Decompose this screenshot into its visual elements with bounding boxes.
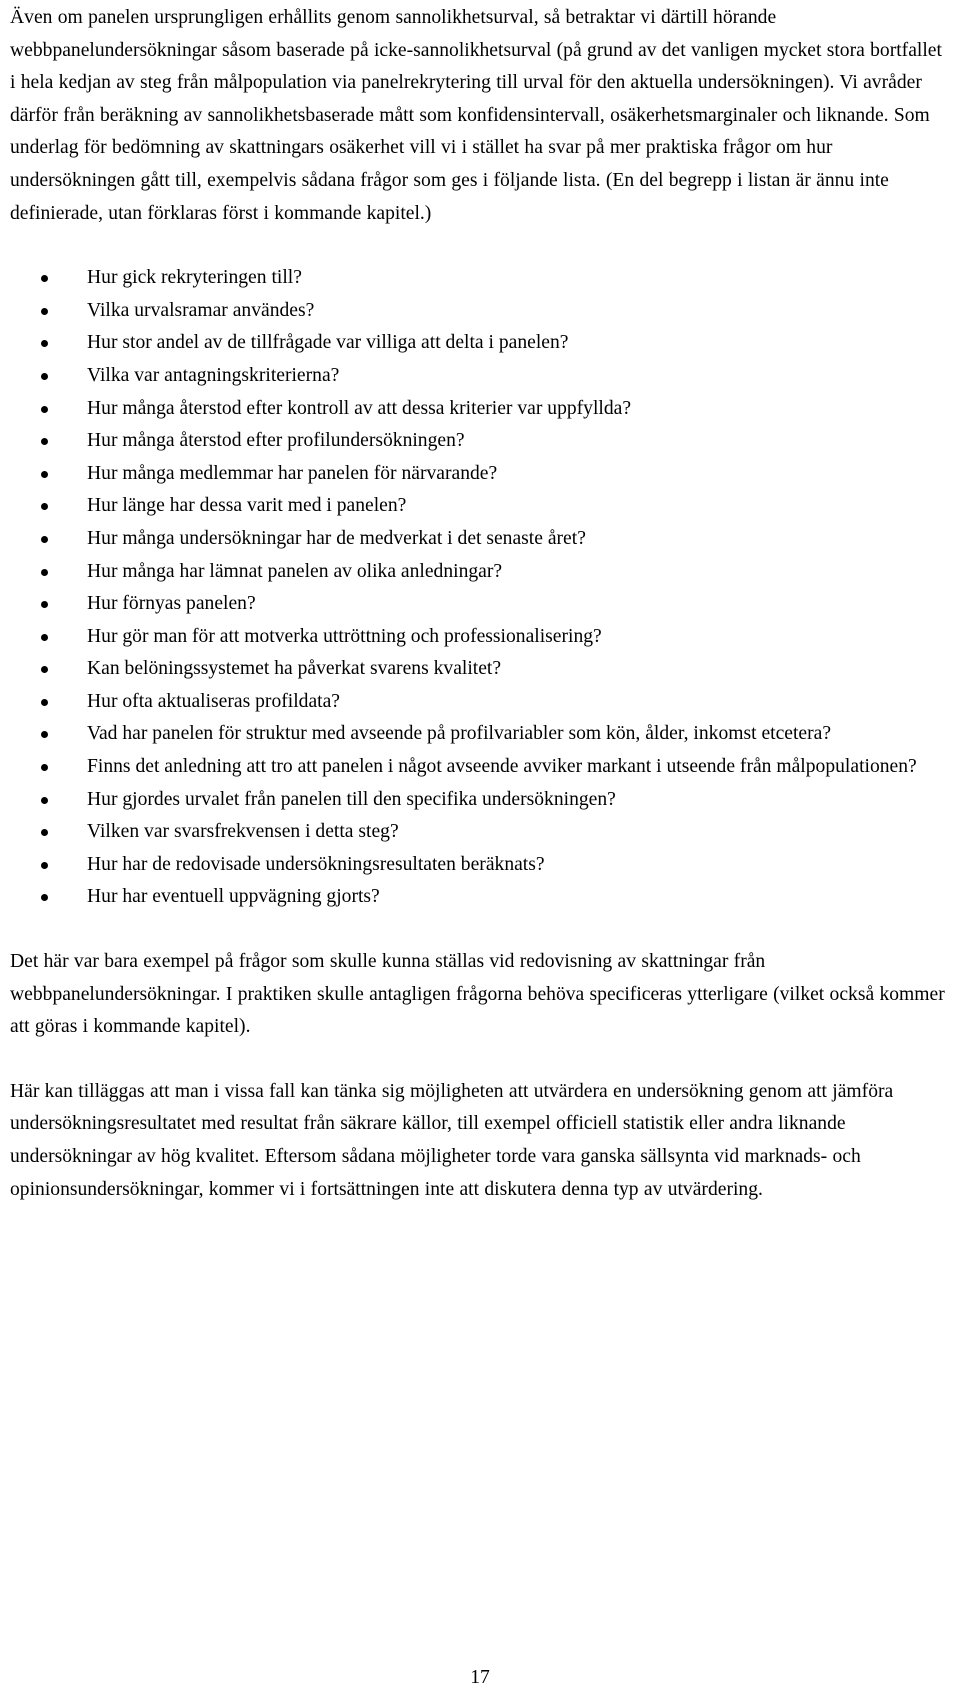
list-item — [10, 588, 950, 621]
bullet-icon — [41, 536, 48, 543]
list-item — [10, 393, 950, 426]
list-item — [10, 653, 950, 686]
list-item — [10, 425, 950, 458]
bullet-icon — [41, 406, 48, 413]
bullet-icon — [41, 373, 48, 380]
question-text: Finns det anledning att tro att panelen i något avseende avviker markant i utseende från målpopulationen? — [87, 756, 917, 778]
list-item — [10, 262, 950, 295]
question-text: Hur många medlemmar har panelen för närvarande? — [87, 462, 498, 484]
bullet-icon — [41, 731, 48, 738]
bullet-icon — [41, 569, 48, 576]
question-text: Hur många återstod efter kontroll av att dessa kriterier var uppfyllda? — [87, 397, 632, 419]
bullet-icon — [41, 308, 48, 315]
bullet-icon — [41, 764, 48, 771]
question-text: Hur gick rekryteringen till? — [87, 267, 302, 289]
list-item — [10, 751, 950, 784]
question-list — [10, 262, 950, 914]
question-text: Hur stor andel av de tillfrågade var villiga att delta i panelen? — [87, 332, 569, 354]
bullet-icon — [41, 601, 48, 608]
list-item — [10, 784, 950, 817]
question-text: Hur gör man för att motverka uttröttning och professionalisering? — [87, 625, 602, 647]
bullet-icon — [41, 471, 48, 478]
question-text: Vad har panelen för struktur med avseende på profilvariabler som kön, ålder, inkomst etcetera? — [87, 723, 832, 745]
examples-paragraph: Det här var bara exempel på frågor som skulle kunna ställas vid redovisning av skattningar från webbpanelundersökningar. I praktiken skulle antagligen frågorna behöva specificeras ytterligare (vilket också kommer att göras i kommande kapitel). — [10, 951, 945, 1038]
question-text: Hur ofta aktualiseras profildata? — [87, 690, 340, 712]
bullet-icon — [41, 797, 48, 804]
bullet-icon — [41, 699, 48, 706]
bullet-icon — [41, 340, 48, 347]
list-item — [10, 621, 950, 654]
list-item — [10, 556, 950, 589]
question-text: Hur har eventuell uppvägning gjorts? — [87, 886, 380, 908]
list-item — [10, 327, 950, 360]
list-item — [10, 849, 950, 882]
list-item — [10, 718, 950, 751]
question-text: Hur länge har dessa varit med i panelen? — [87, 495, 407, 517]
question-text: Hur många undersökningar har de medverkat i det senaste året? — [87, 527, 586, 549]
bullet-icon — [41, 503, 48, 510]
list-item — [10, 295, 950, 328]
question-text: Vilka var antagningskriterierna? — [87, 364, 340, 386]
bullet-icon — [41, 862, 48, 869]
list-item — [10, 490, 950, 523]
list-item — [10, 816, 950, 849]
intro-paragraph: Även om panelen ursprungligen erhållits genom sannolikhetsurval, så betraktar vi därtill hörande webbpanelundersökningar såsom baserade på icke-sannolikhetsurval (på grund av det vanligen mycket stora bortfallet i hela kedjan av steg från målpopulation via panelrekrytering till urval för den aktuella undersökningen). Vi avråder därför från beräkning av sannolikhetsbaserade mått som konfidensintervall, osäkerhetsmarginaler och liknande. Som underlag för bedömning av skattningars osäkerhet vill vi i stället ha svar på mer praktiska frågor om hur undersökningen gått till, exempelvis sådana frågor som ges i följande lista. (En del begrepp i listan är ännu inte definierade, utan förklaras först i kommande kapitel.) — [10, 7, 942, 224]
bullet-icon — [41, 666, 48, 673]
evaluation-paragraph: Här kan tilläggas att man i vissa fall kan tänka sig möjligheten att utvärdera en undersökning genom att jämföra undersökningsresultatet med resultat från säkrare källor, till exempel officiell statistik eller andra liknande undersökningar av hög kvalitet. Eftersom sådana möjligheter torde vara ganska sällsynta vid marknads- och opinionsundersökningar, kommer vi i fortsättningen inte att diskutera denna typ av utvärdering. — [10, 1080, 894, 1200]
list-item — [10, 881, 950, 914]
question-text: Hur förnyas panelen? — [87, 593, 256, 615]
bullet-icon — [41, 438, 48, 445]
question-text: Hur gjordes urvalet från panelen till den specifika undersökningen? — [87, 788, 616, 810]
page-number: 17 — [470, 1667, 490, 1688]
question-text: Hur många återstod efter profilundersökningen? — [87, 430, 465, 452]
list-item — [10, 458, 950, 491]
bullet-icon — [41, 894, 48, 901]
bullet-icon — [41, 275, 48, 282]
bullet-icon — [41, 634, 48, 641]
list-item — [10, 523, 950, 556]
question-text: Hur har de redovisade undersökningsresultaten beräknats? — [87, 853, 545, 875]
question-text: Vilka urvalsramar användes? — [87, 299, 315, 321]
document-page — [10, 0, 950, 1206]
bullet-icon — [41, 829, 48, 836]
list-item — [10, 686, 950, 719]
question-text: Kan belöningssystemet ha påverkat svarens kvalitet? — [87, 658, 502, 680]
question-text: Vilken var svarsfrekvensen i detta steg? — [87, 821, 399, 843]
list-item — [10, 360, 950, 393]
question-text: Hur många har lämnat panelen av olika anledningar? — [87, 560, 503, 582]
